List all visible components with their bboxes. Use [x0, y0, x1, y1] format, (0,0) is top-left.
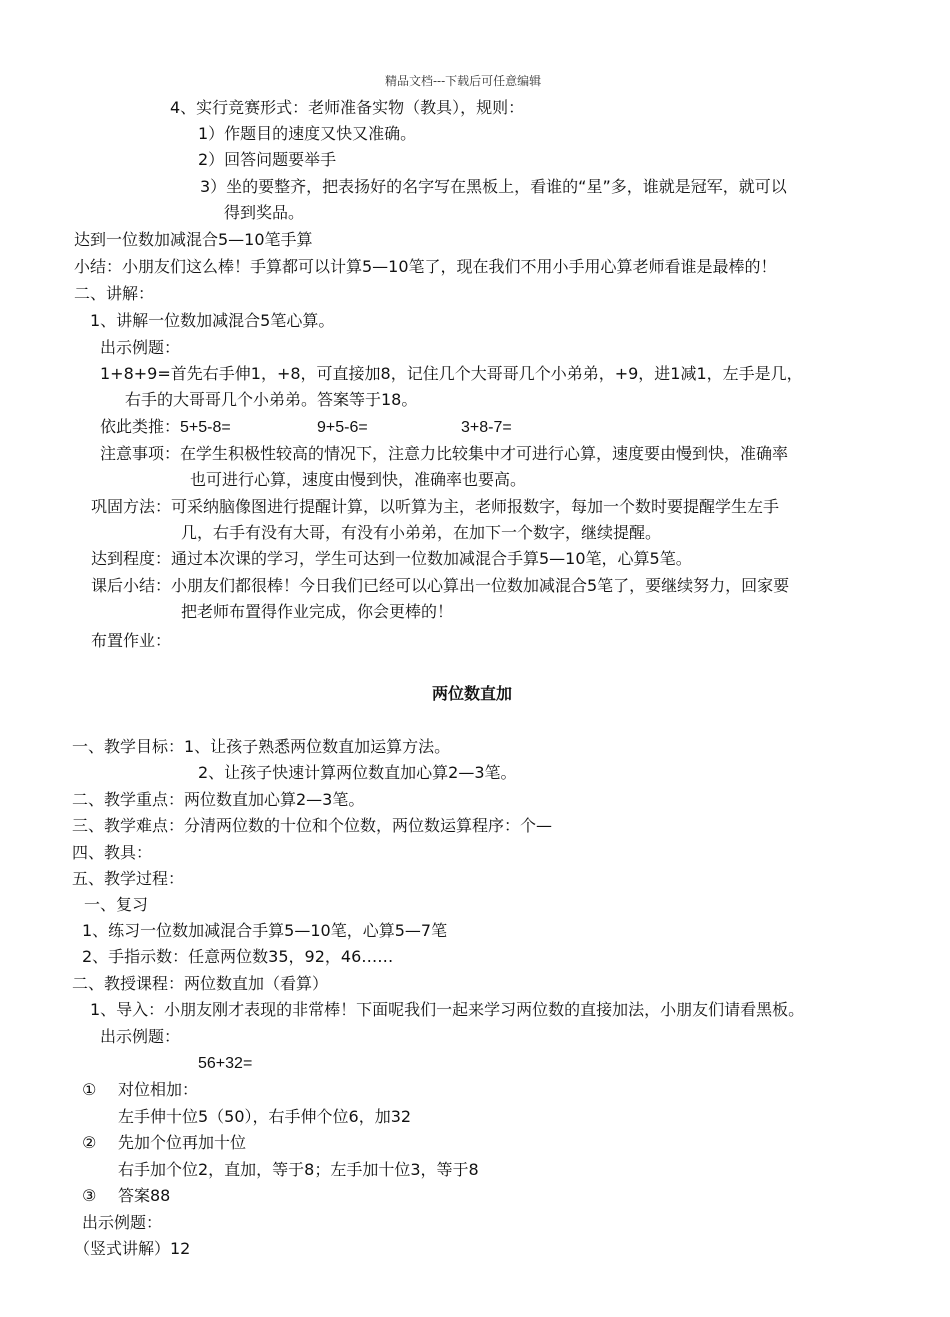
section-heading: 二、讲解： — [74, 284, 155, 303]
review-1: 1、练习一位数加减混合手算5—10笔，心算5—7笔 — [82, 921, 448, 940]
example-line1: 1+8+9=首先右手伸1，+8，可直接加8，记住几个大哥哥几个小弟弟，+9，进1减1，左手是几， — [100, 364, 803, 383]
goal-line: 达到一位数加减混合5—10笔手算 — [74, 230, 313, 249]
after-class-line2: 把老师布置得作业完成，你会更棒的！ — [181, 602, 454, 621]
show-example-label-2: 出示例题： — [100, 1027, 181, 1046]
step-2-detail: 右手加个位2，直加，等于8；左手加十位3，等于8 — [118, 1160, 479, 1179]
after-class-line1: 课后小结：小朋友们都很棒！今日我们已经可以心算出一位数加减混合5笔了，要继续努力，回家要 — [91, 576, 790, 595]
summary-line: 小结：小朋友们这么棒！手算都可以计算5—10笔了，现在我们不用小手用心算老师看谁是最棒的！ — [74, 257, 777, 276]
analog-item-1: 5+5-8= — [180, 419, 231, 436]
rule-3-line1: 3）坐的要整齐，把表扬好的名字写在黑板上，看谁的“星”多，谁就是冠军，就可以 — [200, 177, 787, 196]
level-line: 达到程度：通过本次课的学习，学生可达到一位数加减混合手算5—10笔，心算5笔。 — [91, 549, 692, 568]
rule-2: 2）回答问题要举手 — [198, 150, 337, 169]
step-2: 先加个位再加十位 — [118, 1133, 247, 1152]
show-example-label: 出示例题： — [100, 338, 181, 357]
analog-item-2: 9+5-6= — [317, 419, 368, 436]
review-heading: 一、复习 — [84, 895, 149, 914]
step-1: 对位相加： — [118, 1080, 199, 1099]
example-line2: 右手的大哥哥几个小弟弟。答案等于18。 — [125, 390, 418, 409]
show-example-label-3: 出示例题： — [82, 1213, 163, 1232]
vertical-explanation: （竖式讲解）12 — [74, 1239, 191, 1258]
review-2: 2、手指示数：任意两位数35，92，46…… — [82, 947, 394, 966]
key-point: 二、教学重点：两位数直加心算2—3笔。 — [72, 790, 365, 809]
analog-line — [100, 417, 512, 438]
difficulty: 三、教学难点：分清两位数的十位和个位数，两位数运算程序：个— — [72, 816, 553, 835]
tools: 四、教具： — [72, 843, 153, 862]
goal-2: 2、让孩子快速计算两位数直加心算2—3笔。 — [198, 763, 517, 782]
method-line1: 巩固方法：可采纳脑像图进行提醒计算，以听算为主，老师报数字，每加一个数时要提醒学生左手 — [91, 497, 780, 516]
goal-1: 一、教学目标：1、让孩子熟悉两位数直加运算方法。 — [72, 737, 451, 756]
page-header: 精品文档---下载后可任意编辑 — [385, 74, 542, 88]
section-title: 两位数直加 — [432, 684, 513, 703]
homework-line: 布置作业： — [91, 631, 172, 650]
step-1-marker: ① — [82, 1080, 97, 1099]
teach-heading: 二、教授课程：两位数直加（看算） — [72, 974, 329, 993]
analog-item-3: 3+8-7= — [461, 419, 512, 436]
step-3: 答案88 — [118, 1186, 171, 1205]
notes-line1: 注意事项：在学生积极性较高的情况下，注意力比较集中才可进行心算，速度要由慢到快，准确率 — [100, 444, 789, 463]
lecture-1: 1、讲解一位数加减混合5笔心算。 — [90, 311, 335, 330]
notes-line2: 也可进行心算，速度由慢到快，准确率也要高。 — [190, 470, 527, 489]
analog-label: 依此类推： — [100, 417, 181, 436]
method-line2: 几，右手有没有大哥，有没有小弟弟，在加下一个数字，继续提醒。 — [181, 523, 662, 542]
item-4: 4、实行竞赛形式：老师准备实物（教具），规则： — [170, 98, 525, 117]
rule-1: 1）作题目的速度又快又准确。 — [198, 124, 417, 143]
problem: 56+32= — [198, 1055, 253, 1072]
rule-3-line2: 得到奖品。 — [224, 203, 305, 222]
step-3-marker: ③ — [82, 1186, 97, 1205]
step-1-detail: 左手伸十位5（50），右手伸个位6，加32 — [118, 1107, 412, 1126]
step-2-marker: ② — [82, 1133, 97, 1152]
intro-line: 1、导入：小朋友刚才表现的非常棒！下面呢我们一起来学习两位数的直接加法，小朋友们请看黑板。 — [90, 1000, 805, 1019]
process: 五、教学过程： — [72, 869, 185, 888]
